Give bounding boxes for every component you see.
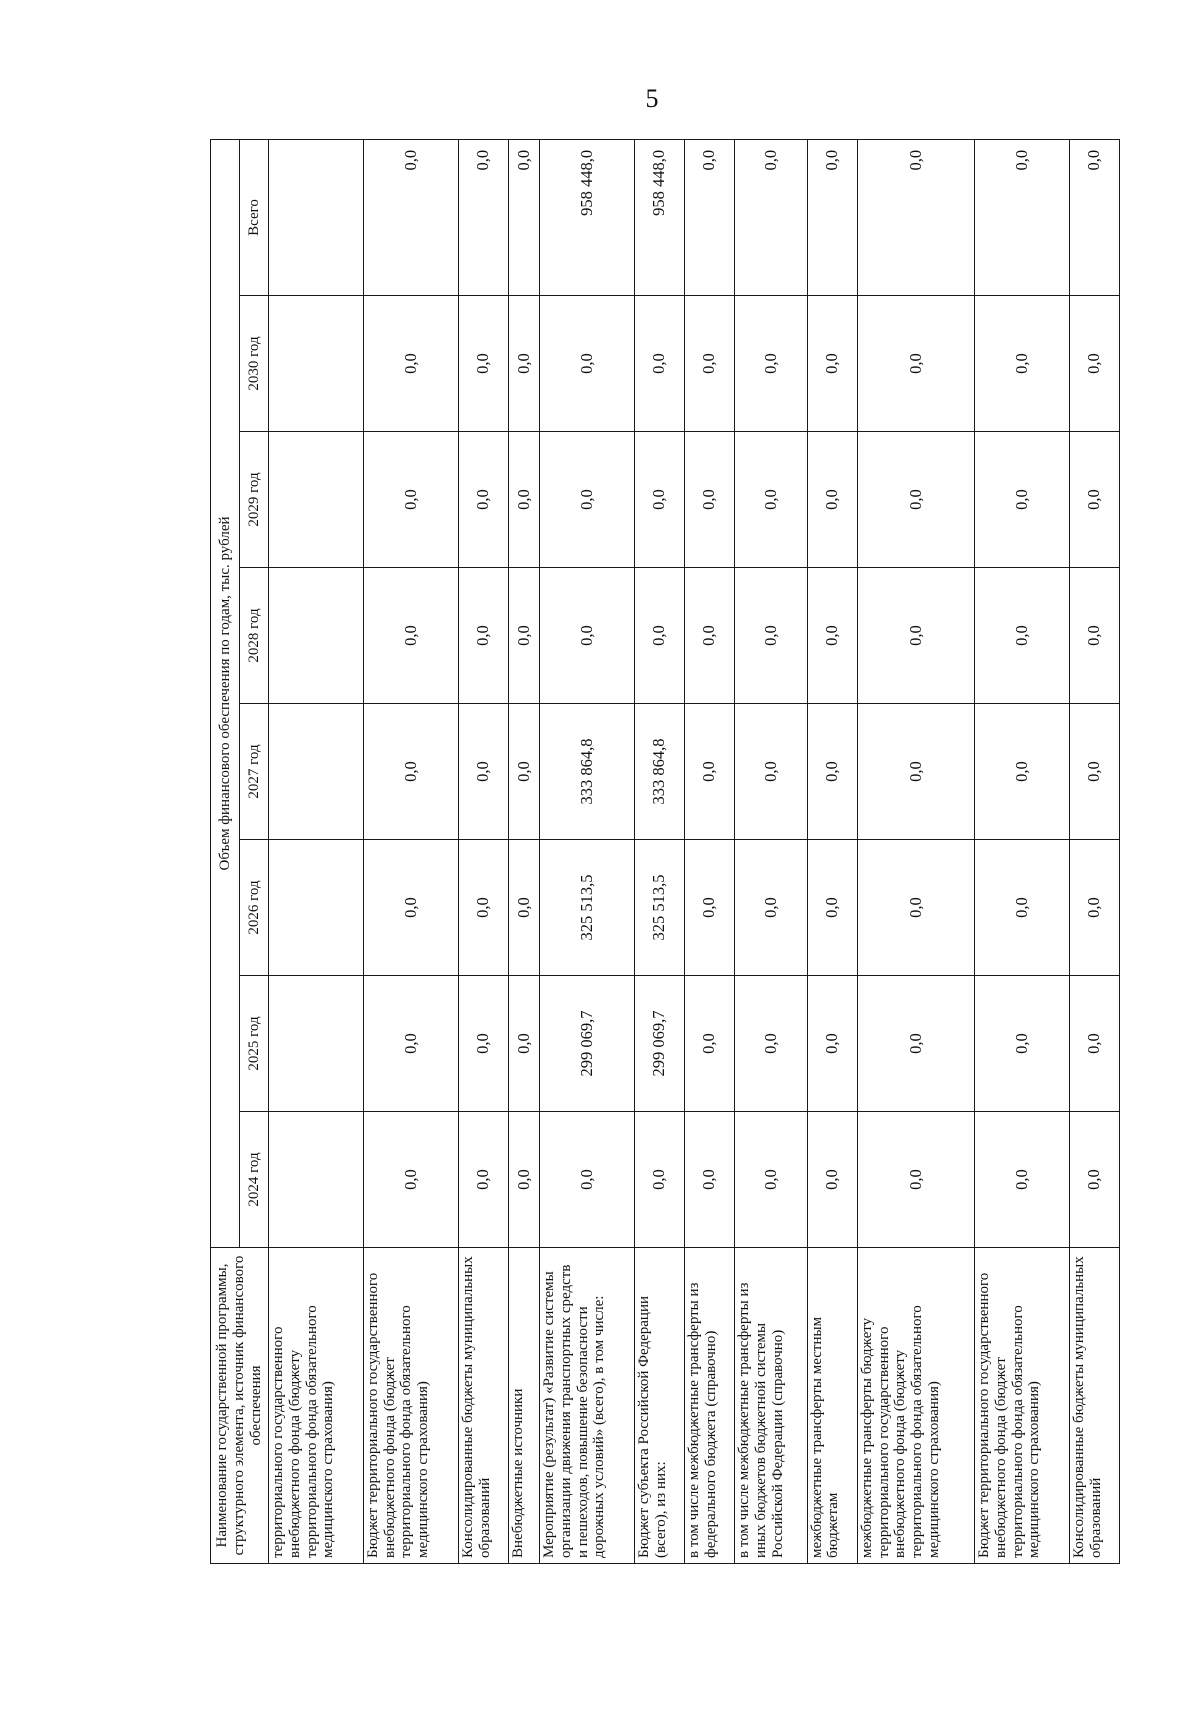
cell-2024: 0,0 [540,1112,635,1248]
cell-2027: 0,0 [508,704,539,840]
cell-2026: 0,0 [807,840,857,976]
row-label: в том числе межбюджетные трансферты из иных бюджетов бюджетной системы Российской Федерации (справочно) [735,1248,807,1564]
cell-2030: 0,0 [1069,296,1119,432]
cell-total: 0,0 [458,139,508,295]
table-row [685,139,735,1563]
row-label: территориального государственного внебюджетного фонда (бюджету территориального фонда обязательного медицинского страхования) [269,1248,364,1564]
year-header-2029: 2029 год [240,432,269,568]
cell-2029: 0,0 [634,432,684,568]
table-row [807,139,857,1563]
cell-total: 0,0 [363,139,458,295]
cell-2030: 0,0 [974,296,1069,432]
table-row [857,139,974,1563]
table-row [508,139,539,1563]
cell-2028 [269,568,364,704]
cell-2026: 0,0 [363,840,458,976]
cell-2030: 0,0 [508,296,539,432]
cell-2030 [269,296,364,432]
row-label: межбюджетные трансферты местным бюджетам [807,1248,857,1564]
cell-2030: 0,0 [634,296,684,432]
cell-2028: 0,0 [363,568,458,704]
cell-2027: 0,0 [685,704,735,840]
row-label: Бюджет территориального государственного внебюджетного фонда (бюджет территориального фонда обязательного медицинского страхования) [974,1248,1069,1564]
cell-2025: 0,0 [685,976,735,1112]
cell-2029: 0,0 [1069,432,1119,568]
cell-2028: 0,0 [540,568,635,704]
cell-2028: 0,0 [857,568,974,704]
cell-total: 0,0 [1069,139,1119,295]
cell-2028: 0,0 [1069,568,1119,704]
year-header-2026: 2026 год [240,840,269,976]
cell-2025: 299 069,7 [540,976,635,1112]
table-row [634,139,684,1563]
cell-2024: 0,0 [508,1112,539,1248]
year-header-2025: 2025 год [240,976,269,1112]
row-label: Мероприятие (результат) «Развитие системы организации движения транспортных средств и пешеходов, повышение безопасности дорожных условий» (всего), в том числе: [540,1248,635,1564]
cell-2029: 0,0 [857,432,974,568]
cell-2024: 0,0 [735,1112,807,1248]
cell-2024: 0,0 [1069,1112,1119,1248]
cell-2024: 0,0 [363,1112,458,1248]
cell-2026 [269,840,364,976]
financing-table [210,139,1120,1564]
cell-2028: 0,0 [735,568,807,704]
cell-2025: 0,0 [508,976,539,1112]
cell-2024: 0,0 [807,1112,857,1248]
page-number: 5 [645,84,659,113]
table-row [540,139,635,1563]
cell-2026: 0,0 [974,840,1069,976]
cell-2026: 325 513,5 [540,840,635,976]
cell-2024: 0,0 [458,1112,508,1248]
cell-2028: 0,0 [974,568,1069,704]
total-header: Всего [240,139,269,295]
cell-2024 [269,1112,364,1248]
cell-2030: 0,0 [857,296,974,432]
cell-2025: 0,0 [735,976,807,1112]
table-row [363,139,458,1563]
rotated-table-container [210,140,1120,1564]
cell-2025 [269,976,364,1112]
cell-total: 0,0 [807,139,857,295]
cell-2024: 0,0 [974,1112,1069,1248]
row-label: Консолидированные бюджеты муниципальных образований [1069,1248,1119,1564]
cell-2030: 0,0 [458,296,508,432]
row-label: межбюджетные трансферты бюджету территориального государственного внебюджетного фонда (бюджету территориального фонда обязательного медицинского страхования) [857,1248,974,1564]
cell-2029: 0,0 [508,432,539,568]
row-label: Бюджет субъекта Российской Федерации (всего), из них: [634,1248,684,1564]
cell-2028: 0,0 [458,568,508,704]
cell-total [269,139,364,295]
cell-2024: 0,0 [857,1112,974,1248]
cell-total: 0,0 [857,139,974,295]
cell-2027: 0,0 [735,704,807,840]
cell-2025: 0,0 [363,976,458,1112]
cell-2025: 0,0 [458,976,508,1112]
cell-2027: 0,0 [974,704,1069,840]
cell-2027: 0,0 [363,704,458,840]
cell-2026: 325 513,5 [634,840,684,976]
cell-2027: 0,0 [458,704,508,840]
cell-2024: 0,0 [634,1112,684,1248]
table-row [269,139,364,1563]
cell-total: 958 448,0 [540,139,635,295]
cell-2027: 0,0 [857,704,974,840]
cell-total: 0,0 [508,139,539,295]
table-row [735,139,807,1563]
cell-2026: 0,0 [685,840,735,976]
cell-2026: 0,0 [458,840,508,976]
cell-2028: 0,0 [807,568,857,704]
row-label: Консолидированные бюджеты муниципальных образований [458,1248,508,1564]
cell-2026: 0,0 [1069,840,1119,976]
cell-2029: 0,0 [540,432,635,568]
cell-2029: 0,0 [363,432,458,568]
cell-2030: 0,0 [735,296,807,432]
row-label: Бюджет территориального государственного внебюджетного фонда (бюджет территориального фонда обязательного медицинского страхования) [363,1248,458,1564]
cell-2027: 0,0 [807,704,857,840]
cell-2026: 0,0 [735,840,807,976]
cell-2030: 0,0 [685,296,735,432]
cell-2030: 0,0 [363,296,458,432]
cell-2029: 0,0 [974,432,1069,568]
cell-2029: 0,0 [807,432,857,568]
cell-2026: 0,0 [857,840,974,976]
row-label: в том числе межбюджетные трансферты из федерального бюджета (справочно) [685,1248,735,1564]
cell-2028: 0,0 [508,568,539,704]
cell-2029 [269,432,364,568]
cell-total: 958 448,0 [634,139,684,295]
cell-2028: 0,0 [634,568,684,704]
cell-2025: 299 069,7 [634,976,684,1112]
header-row-top [211,139,240,1563]
cell-total: 0,0 [685,139,735,295]
cell-2025: 0,0 [1069,976,1119,1112]
year-header-2027: 2027 год [240,704,269,840]
cell-total: 0,0 [974,139,1069,295]
year-header-2030: 2030 год [240,296,269,432]
cell-2029: 0,0 [735,432,807,568]
cell-2026: 0,0 [508,840,539,976]
cell-2027: 0,0 [1069,704,1119,840]
year-header-2024: 2024 год [240,1112,269,1248]
cell-2029: 0,0 [458,432,508,568]
row-label: Внебюджетные источники [508,1248,539,1564]
cell-2028: 0,0 [685,568,735,704]
cell-2027: 333 864,8 [540,704,635,840]
cell-2030: 0,0 [807,296,857,432]
cell-total: 0,0 [735,139,807,295]
cell-2027 [269,704,364,840]
cell-2029: 0,0 [685,432,735,568]
table-row [974,139,1069,1563]
year-header-2028: 2028 год [240,568,269,704]
table-row [458,139,508,1563]
cell-2025: 0,0 [974,976,1069,1112]
cell-2025: 0,0 [807,976,857,1112]
cell-2024: 0,0 [685,1112,735,1248]
funding-group-header: Объем финансового обеспечения по годам, тыс. рублей [211,139,240,1247]
cell-2025: 0,0 [857,976,974,1112]
table-row [1069,139,1119,1563]
cell-2027: 333 864,8 [634,704,684,840]
cell-2030: 0,0 [540,296,635,432]
name-column-header: Наименование государственной программы, структурного элемента, источник финансового обеспечения [211,1248,269,1564]
